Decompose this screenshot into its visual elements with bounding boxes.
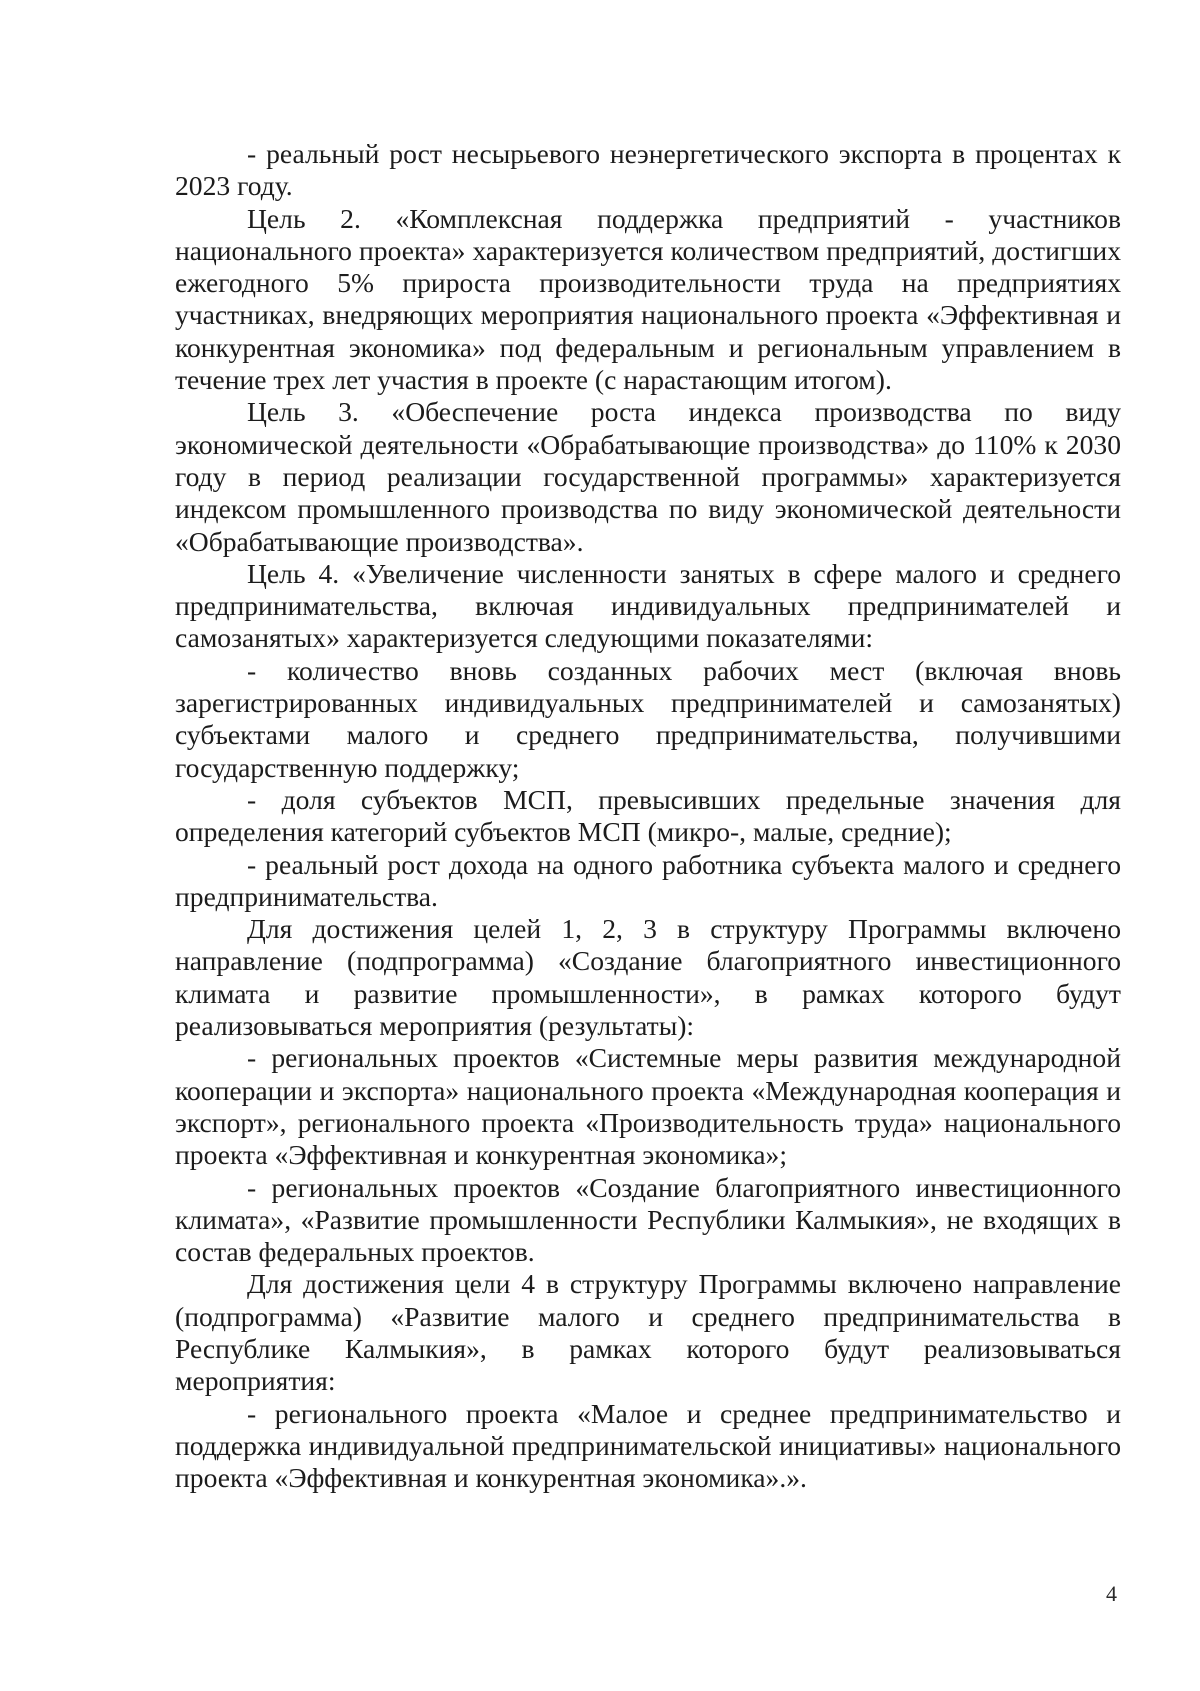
document-body: [175, 138, 1121, 1494]
paragraph: - доля субъектов МСП, превысивших предельные значения для определения категорий субъектов МСП (микро-, малые, средние);: [175, 783, 1121, 848]
page-number: 4: [1106, 1581, 1117, 1606]
paragraph: Цель 4. «Увеличение численности занятых в сфере малого и среднего предпринимательства, включая индивидуальных предпринимателей и самозанятых» характеризуется следующими показателями:: [175, 557, 1121, 654]
paragraph: - регионального проекта «Малое и среднее предпринимательство и поддержка индивидуальной предпринимательской инициативы» национального проекта «Эффективная и конкурентная экономика».».: [175, 1397, 1121, 1494]
paragraph: - региональных проектов «Создание благоприятного инвестиционного климата», «Развитие промышленности Республики Калмыкия», не входящих в состав федеральных проектов.: [175, 1171, 1121, 1268]
paragraph: - региональных проектов «Системные меры развития международной кооперации и экспорта» национального проекта «Международная кооперация и экспорт», регионального проекта «Производительность труда» национального проекта «Эффективная и конкурентная экономика»;: [175, 1042, 1121, 1171]
paragraph: Для достижения цели 4 в структуру Программы включено направление (подпрограмма) «Развитие малого и среднего предпринимательства в Республике Калмыкия», в рамках которого будут реализовываться мероприятия:: [175, 1268, 1121, 1397]
paragraph: - количество вновь созданных рабочих мест (включая вновь зарегистрированных индивидуальных предпринимателей и самозанятых) субъектами малого и среднего предпринимательства, получившими государственную поддержку;: [175, 654, 1121, 783]
paragraph: Цель 3. «Обеспечение роста индекса производства по виду экономической деятельности «Обрабатывающие производства» до 110% к 2030 году в период реализации государственной программы» характеризуется индексом промышленного производства по виду экономической деятельности «Обрабатывающие производства».: [175, 396, 1121, 557]
paragraph: - реальный рост дохода на одного работника субъекта малого и среднего предпринимательства.: [175, 848, 1121, 912]
paragraph: Для достижения целей 1, 2, 3 в структуру Программы включено направление (подпрограмма) «Создание благоприятного инвестиционного климата и развитие промышленности», в рамках которого будут реализовываться мероприятия (результаты):: [175, 913, 1121, 1042]
paragraph: - реальный рост несырьевого неэнергетического экспорта в процентах к 2023 году.: [175, 138, 1121, 202]
paragraph: Цель 2. «Комплексная поддержка предприятий - участников национального проекта» характеризуется количеством предприятий, достигших ежегодного 5% прироста производительности труда на предприятиях участниках, внедряющих мероприятия национального проекта «Эффективная и конкурентная экономика» под федеральным и региональным управлением в течение трех лет участия в проекте (с нарастающим итогом).: [175, 202, 1121, 396]
